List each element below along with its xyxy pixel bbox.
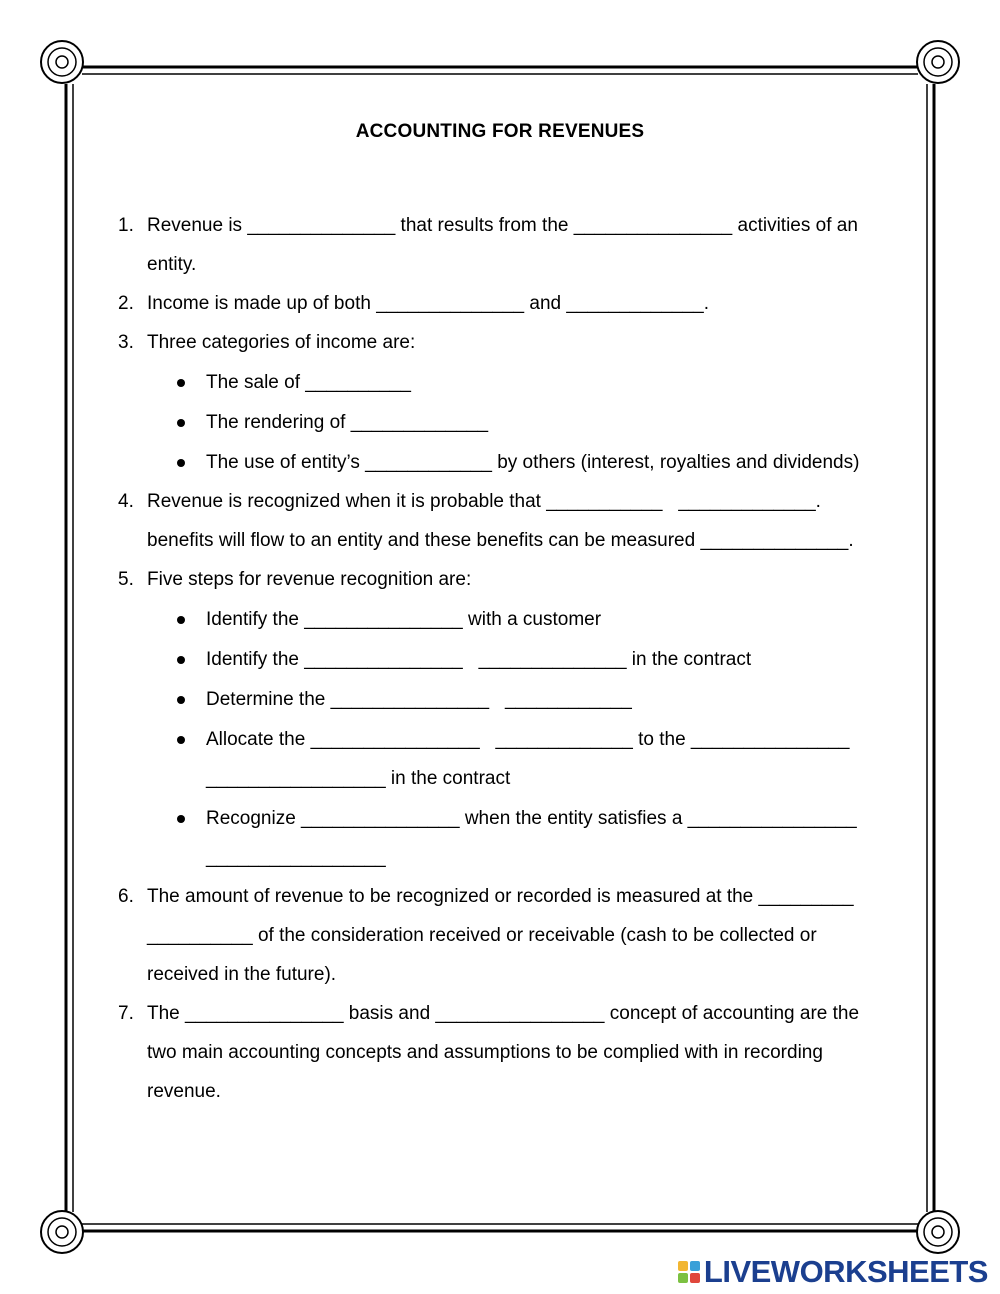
item-number: 7.: [118, 1003, 134, 1024]
item-number: 6.: [118, 886, 134, 907]
step-bullet-3: Determine the _______________ ____________: [206, 689, 632, 710]
item-4-line-2: benefits will flow to an entity and these benefits can be measured ______________.: [147, 530, 854, 551]
logo-block: [678, 1273, 688, 1283]
logo-blocks-icon: [678, 1261, 700, 1283]
step-bullet-5-line-1: Recognize _______________ when the entity satisfies a ________________: [206, 808, 857, 829]
item-number: 2.: [118, 293, 134, 314]
corner-ornament-bottom-left: [41, 1211, 83, 1253]
corner-ornament-bottom-right: [917, 1211, 959, 1253]
step-bullet-4-line-2: _________________ in the contract: [206, 768, 511, 789]
step-bullet-4-line-1: Allocate the ________________ _____________ to the _______________: [206, 729, 850, 750]
bullet-icon: [177, 379, 185, 387]
logo-block: [678, 1261, 688, 1271]
worksheet-title: ACCOUNTING FOR REVENUES: [355, 121, 645, 142]
income-bullet-2: The rendering of _____________: [206, 412, 489, 433]
liveworksheets-logo: [678, 1254, 988, 1290]
income-bullet-1: The sale of __________: [206, 372, 411, 393]
item-6-line-3: received in the future).: [147, 964, 337, 985]
logo-block: [690, 1261, 700, 1271]
step-bullet-1: Identify the _______________ with a customer: [206, 609, 602, 630]
bullet-icon: [177, 736, 185, 744]
item-7-line-1: The _______________ basis and ________________ concept of accounting are the: [147, 1003, 860, 1024]
item-number: 1.: [118, 215, 134, 236]
item-number: 5.: [118, 569, 134, 590]
bullet-icon: [177, 656, 185, 664]
bullet-icon: [177, 815, 185, 823]
item-1-line-1: Revenue is ______________ that results from the _______________ activities of an: [147, 215, 858, 236]
corner-ornament-top-right: [917, 41, 959, 83]
item-number: 4.: [118, 491, 134, 512]
item-6-line-2: __________ of the consideration received or receivable (cash to be collected or: [147, 925, 817, 946]
logo-block: [690, 1273, 700, 1283]
item-5-line-1: Five steps for revenue recognition are:: [147, 569, 472, 590]
brand-name: LIVEWORKSHEETS: [703, 1254, 988, 1289]
item-3-line-1: Three categories of income are:: [147, 332, 416, 353]
item-4-line-1: Revenue is recognized when it is probable that ___________ _____________.: [147, 491, 821, 512]
bullet-icon: [177, 616, 185, 624]
bullet-icon: [177, 696, 185, 704]
item-number: 3.: [118, 332, 134, 353]
step-bullet-2: Identify the _______________ ______________ in the contract: [206, 649, 752, 670]
item-6-line-1: The amount of revenue to be recognized or recorded is measured at the _________: [147, 886, 854, 907]
item-1-line-2: entity.: [147, 254, 197, 275]
step-bullet-5-line-2: _________________: [206, 847, 386, 868]
item-7-line-2: two main accounting concepts and assumptions to be complied with in recording: [147, 1042, 823, 1063]
item-2-line-1: Income is made up of both ______________ and _____________.: [147, 293, 710, 314]
bullet-icon: [177, 419, 185, 427]
corner-ornament-top-left: [41, 41, 83, 83]
income-bullet-3: The use of entity’s ____________ by others (interest, royalties and dividends): [206, 452, 860, 473]
item-7-line-3: revenue.: [147, 1081, 221, 1102]
bullet-icon: [177, 459, 185, 467]
